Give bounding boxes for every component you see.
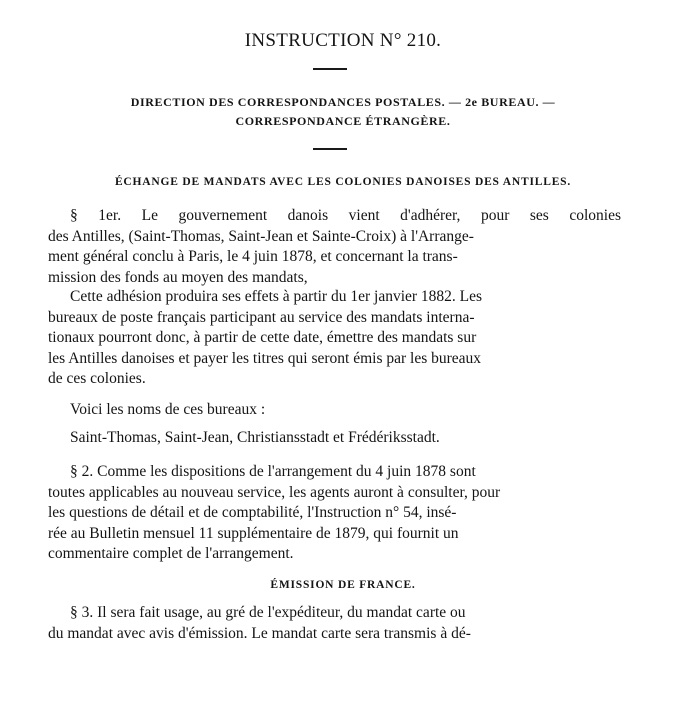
paragraph-5-line: les questions de détail et de comptabilité, l'Instruction n° 54, insé- (48, 504, 457, 521)
emission-heading: ÉMISSION DE FRANCE. (270, 579, 416, 591)
paragraph-3 (48, 400, 621, 421)
offices-intro: Voici les noms de ces bureaux : (70, 401, 266, 418)
paragraph-6-line: du mandat avec avis d'émission. Le mandat carte sera transmis à dé- (48, 624, 471, 642)
department-header (40, 93, 646, 131)
paragraph-1-line: ment général conclu à Paris, le 4 juin 1878, et concernant la trans- (48, 248, 458, 265)
paragraph-1-line: § 1er. Le gouvernement danois vient d'adhérer, pour ses colonies (70, 207, 621, 224)
paragraph-2-line: de ces colonies. (48, 370, 146, 387)
paragraph-5-line: § 2. Comme les dispositions de l'arrangement du 4 juin 1878 sont (70, 463, 476, 480)
paragraph-4 (48, 428, 621, 449)
title-divider (313, 68, 347, 70)
department-line-2: CORRESPONDANCE ÉTRANGÈRE. (235, 114, 451, 128)
exchange-heading: ÉCHANGE DE MANDATS AVEC LES COLONIES DANOISES DES ANTILLES. (114, 176, 572, 188)
paragraph-5 (48, 462, 621, 565)
paragraph-2-line: les Antilles danoises et payer les titres qui seront émis par les bureaux (48, 349, 482, 367)
paragraph-5-line: rée au Bulletin mensuel 11 supplémentaire de 1879, qui fournit un (48, 524, 459, 542)
paragraph-1 (48, 206, 621, 288)
paragraph-1-line: des Antilles, (Saint-Thomas, Saint-Jean et Sainte-Croix) à l'Arrange- (48, 227, 474, 245)
instruction-title: INSTRUCTION N° 210. (244, 30, 442, 51)
paragraph-5-line: commentaire complet de l'arrangement. (48, 545, 294, 562)
header-divider (313, 148, 347, 150)
paragraph-2-line: bureaux de poste français participant au service des mandats interna- (48, 308, 475, 326)
offices-list: Saint-Thomas, Saint-Jean, Christiansstadt et Frédériksstadt. (70, 429, 440, 446)
paragraph-2-line: tionaux pourront donc, à partir de cette date, émettre des mandats sur (48, 329, 477, 346)
paragraph-6-line: § 3. Il sera fait usage, au gré de l'expéditeur, du mandat carte ou (70, 604, 466, 621)
department-line-1: DIRECTION DES CORRESPONDANCES POSTALES. — 2e BUREAU. — (130, 95, 556, 109)
paragraph-5-line: toutes applicables au nouveau service, les agents auront à consulter, pour (48, 483, 501, 501)
paragraph-1-line: mission des fonds au moyen des mandats, (48, 268, 308, 286)
paragraph-6 (48, 603, 621, 644)
paragraph-2 (48, 287, 621, 390)
paragraph-2-line: Cette adhésion produira ses effets à partir du 1er janvier 1882. Les (70, 288, 483, 305)
